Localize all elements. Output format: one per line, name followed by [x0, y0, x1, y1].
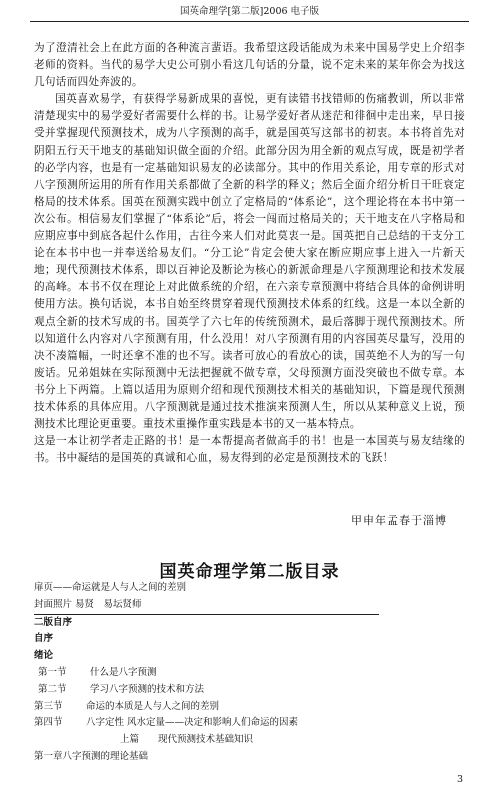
- paragraph: 国英喜欢易学，有获得学易新成果的喜悦，更有读错书找错师的伤痛教训，所以非常清楚现实中的易学爱好者需要什么样的书。让易学爱好者从迷茫和徘徊中走出来，早日接受并掌握现代预测技术，成为八字预测的高手，就是国英写这部书的初衷。本书将首先对阴阳五行天干地支的基础知识做全面的介绍。此部分因为用全新的观点写成，既是初学者的必学内容，也是有一定基础知识易友的必读部分。其中的作用关系论，用专章的形式对八字预测所运用的所有作用关系都做了全新的科学的释义；然后全面介绍分析日干旺衰定格局的技术体系。国英在预测实践中创立了定格局的“体系论”，这个理论将在本书中第一次公布。相信易友们掌握了“体系论”后，将会一闯而过格局关的；天干地支在八字格局和应期应事中到底各起什么作用，古往今来人们对此莫衷一是。国英把自己总结的干支分工论在本书中也一并奉送给易友们。“分工论”肯定会使大家在断应期应事上进入一片新天地；现代预测技术体系，即以百神论及断论为核心的新派命理是八字预测理论和技术发展的高峰。本书不仅在理论上对此做系统的介绍，在六亲专章预测中将结合具体的命例讲明使用方法。换句话说，本书自始至终贯穿着现代预测技术体系的红线。这是一本以全新的观点全新的技术写成的书。国英学了六七年的传统预测术，最后落脚于现代预测技术。所以知道什么内容对八字预测有用，什么没用！对八字预测有用的内容国英尽量写，没用的决不凑篇幅，一时还拿不准的也不写。读者可放心的看放心的读，国英绝不人为的写一句废话。兄弟姐妹在实际预测中无法把握就不做专章，父母预测方面没突破也不做专章。本书分上下两篇。上篇以适用为原则介绍和现代预测技术相关的基础知识，下篇是现代预测技术体系的具体应用。八字预测就是通过技术推演来预测人生，所以从某种意义上说，预测技术比理论更重要。重技术重操作重实践是本书的又一基本特点。: [34, 93, 465, 431]
- toc-entry[interactable]: [34, 699, 465, 716]
- toc-entry-text: 八字定性 风水定量——决定和影响人们命运的因素: [86, 717, 299, 729]
- signature: 甲申年孟春于淄博: [351, 514, 447, 527]
- toc-entry-text: 命运的本质是人与人之间的差别: [86, 700, 220, 712]
- toc-entry[interactable]: [34, 682, 465, 699]
- table-of-contents: [34, 580, 465, 766]
- toc-title: 国英命理学第二版目录: [159, 562, 340, 582]
- toc-entry[interactable]: [34, 631, 465, 648]
- page-header: [30, 6, 469, 22]
- toc-entry-label: 第一节: [38, 666, 67, 678]
- toc-entry[interactable]: [34, 715, 465, 732]
- toc-entry-label: 扉页: [34, 582, 54, 593]
- toc-entry-label: 二版自序: [34, 616, 73, 628]
- paragraph: 这是一本让初学者走正路的书！是一本帮提高者做高手的书！也是一本国英与易友结缘的书。书中凝结的是国英的真诚和心血，易友得到的必定是预测技术的飞跃！: [34, 435, 465, 465]
- toc-entry-text: 学习八字预测的技术和方法: [90, 683, 205, 695]
- toc-entry[interactable]: [34, 665, 465, 682]
- toc-entry-label: 第二节: [38, 683, 67, 695]
- toc-entry-label: 上篇: [120, 734, 140, 746]
- toc-entry-text: 易贤 易坛贤师: [75, 598, 142, 610]
- toc-entry-text: 八字预测的理论基础: [62, 750, 149, 762]
- toc-entry-label: 封面照片: [34, 598, 73, 610]
- toc-entry[interactable]: [34, 732, 465, 749]
- toc-entry-label: 第一章: [34, 750, 63, 762]
- toc-entry[interactable]: [34, 615, 465, 632]
- toc-entry[interactable]: [34, 648, 465, 665]
- preface-body: [34, 40, 465, 467]
- page-number: 3: [456, 774, 463, 785]
- toc-entry-text: 什么是八字预测: [90, 666, 157, 678]
- toc-entry-label: 第四节: [34, 717, 63, 729]
- toc-entry-label: 自序: [34, 633, 54, 645]
- toc-entry[interactable]: [34, 597, 465, 614]
- paragraph: 为了澄清社会上在此方面的各种流言蜚语。我希望这段话能成为未来中国易学史上介绍李老师的资料。当代的易学大史公可别小看这几句话的分量，说不定未来的某年你会为找这几句话而四处奔波的。: [34, 42, 465, 89]
- toc-entry-label: 第三节: [34, 700, 63, 712]
- toc-entry-text: ——命运就是人与人之间的差别: [53, 582, 187, 593]
- toc-entry-label: 绪论: [34, 650, 54, 662]
- toc-entry-text: 现代预测技术基础知识: [158, 734, 254, 746]
- toc-entry[interactable]: [34, 749, 465, 766]
- header-title: 国英命理学[第二版]2006 电子版: [179, 6, 320, 17]
- toc-entry[interactable]: [34, 580, 465, 597]
